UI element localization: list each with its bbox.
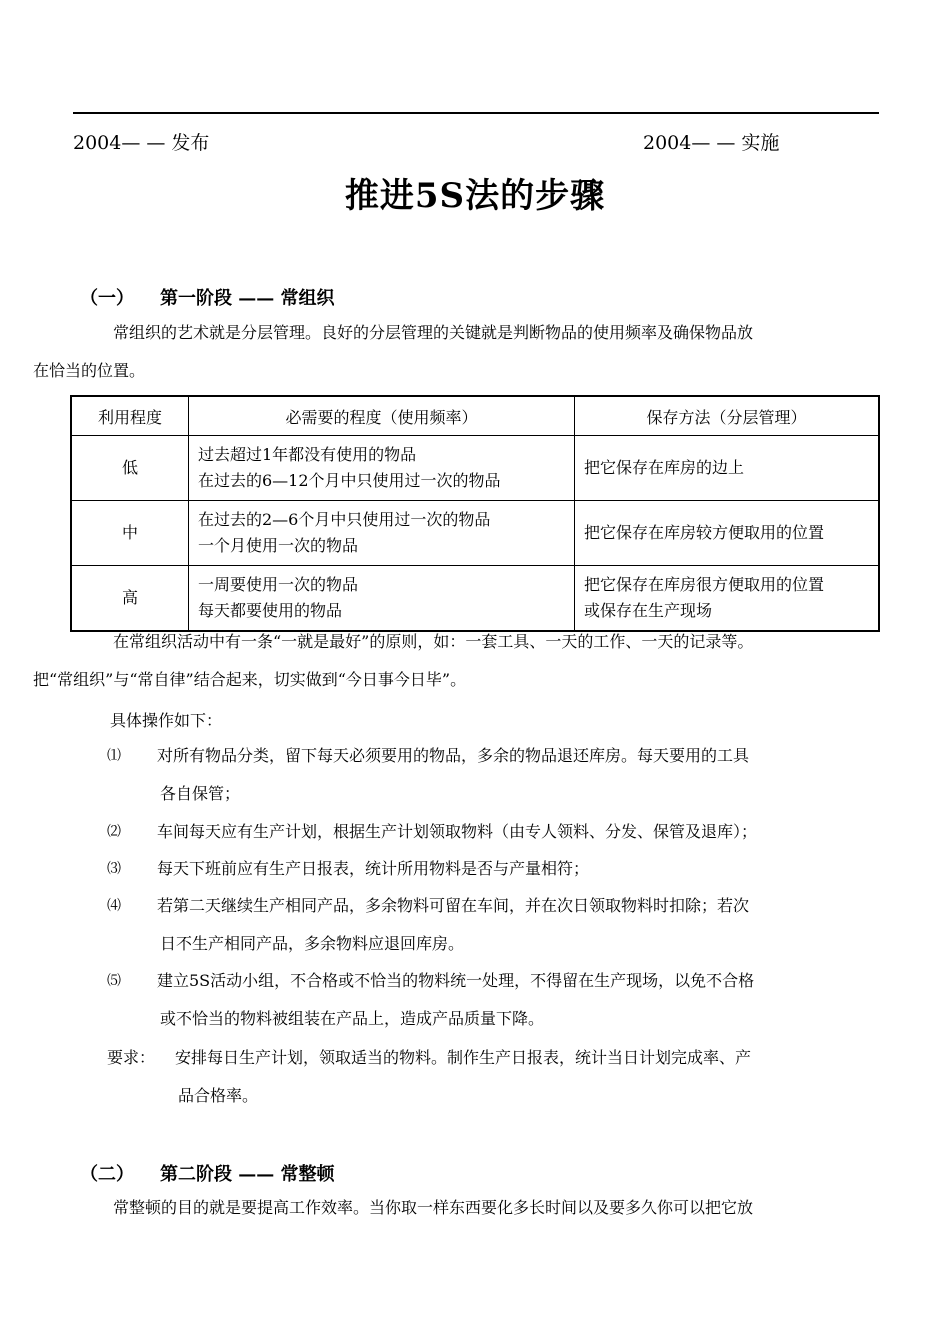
table-header-row — [71, 396, 879, 436]
requirement — [107, 1039, 879, 1115]
principle-paragraph — [33, 623, 893, 699]
store-cell — [575, 501, 880, 566]
section-1-heading — [80, 284, 335, 310]
list-text: 若第二天继续生产相同产品，多余物料可留在车间，并在次日领取物料时扣除；若次 — [157, 896, 750, 915]
section-2-title: 第二阶段 —— 常整顿 — [160, 1164, 335, 1185]
list-number: ⑸ — [107, 973, 121, 989]
section-2-number: （二） — [80, 1164, 134, 1185]
store-line: 把它保存在库房的边上 — [584, 458, 745, 477]
section-2-intro — [73, 1189, 881, 1227]
requirement-label: 要求： — [107, 1048, 156, 1067]
need-line: 一个月使用一次的物品 — [198, 536, 359, 555]
store-cell — [575, 566, 880, 632]
list-number: ⑶ — [107, 861, 121, 877]
principle-line-2: 把“常组织”与“常自律”结合起来，切实做到“今日事今日毕”。 — [33, 670, 467, 689]
section-2-intro-line: 常整顿的目的就是要提高工作效率。当你取一样东西要化多长时间以及要多久你可以把它放 — [113, 1198, 754, 1217]
section-2-heading — [80, 1160, 335, 1186]
list-text: 对所有物品分类，留下每天必须要用的物品，多余的物品退还库房。每天要用的工具 — [157, 746, 750, 765]
table-row — [71, 566, 879, 632]
page-title: 推进5S法的步骤 — [344, 176, 606, 216]
table-row — [71, 436, 879, 501]
need-cell — [189, 436, 575, 501]
list-item — [107, 850, 879, 888]
table-header: 必需要的程度（使用频率） — [189, 396, 575, 436]
list-text-cont: 或不恰当的物料被组装在产品上，造成产品质量下降。 — [160, 1009, 545, 1028]
principle-line-1: 在常组织活动中有一条“一就是最好”的原则，如：一套工具、一天的工作、一天的记录等。 — [113, 632, 754, 651]
level-cell: 低 — [71, 436, 189, 501]
level-cell: 高 — [71, 566, 189, 632]
list-number: ⑷ — [107, 898, 121, 914]
need-line: 一周要使用一次的物品 — [198, 575, 359, 594]
need-line: 过去超过1年都没有使用的物品 — [198, 445, 417, 464]
intro-line-2: 在恰当的位置。 — [33, 361, 146, 380]
table-header: 保存方法（分层管理） — [575, 396, 880, 436]
store-line: 或保存在生产现场 — [584, 601, 713, 620]
list-number: ⑵ — [107, 824, 121, 840]
list-text: 车间每天应有生产计划，根据生产计划领取物料（由专人领料、分发、保管及退库）； — [157, 822, 758, 841]
requirement-text: 安排每日生产计划，领取适当的物料。制作生产日报表，统计当日计划完成率、产 — [175, 1048, 752, 1067]
list-text-cont: 各自保管； — [160, 784, 241, 803]
need-line: 每天都要使用的物品 — [198, 601, 343, 620]
need-cell — [189, 501, 575, 566]
list-item — [107, 737, 879, 813]
table-header: 利用程度 — [71, 396, 189, 436]
list-text: 建立5S活动小组，不合格或不恰当的物料统一处理，不得留在生产现场，以免不合格 — [157, 971, 755, 990]
section-1-intro — [33, 314, 881, 390]
store-line: 把它保存在库房很方便取用的位置 — [584, 575, 825, 594]
header-rule — [73, 112, 879, 114]
list-text-cont: 日不生产相同产品，多余物料应退回库房。 — [160, 934, 465, 953]
intro-line-1: 常组织的艺术就是分层管理。良好的分层管理的关键就是判断物品的使用频率及确保物品放 — [113, 323, 754, 342]
list-item — [107, 962, 879, 1038]
table-row — [71, 501, 879, 566]
need-line: 在过去的6—12个月中只使用过一次的物品 — [198, 471, 501, 490]
requirement-text-cont: 品合格率。 — [178, 1086, 259, 1105]
store-cell — [575, 436, 880, 501]
section-1-title: 第一阶段 —— 常组织 — [160, 288, 335, 309]
publish-date: 2004— — 发布 — [73, 132, 210, 154]
need-cell — [189, 566, 575, 632]
list-text: 每天下班前应有生产日报表，统计所用物料是否与产量相符； — [157, 859, 590, 878]
list-item — [107, 887, 879, 963]
level-cell: 中 — [71, 501, 189, 566]
section-1-number: （一） — [80, 288, 134, 309]
need-line: 在过去的2—6个月中只使用过一次的物品 — [198, 510, 491, 529]
operations-label: 具体操作如下： — [110, 711, 223, 730]
frequency-table — [70, 395, 880, 632]
list-number: ⑴ — [107, 748, 121, 764]
implement-date: 2004— — 实施 — [643, 132, 780, 154]
list-item — [107, 813, 879, 851]
store-line: 把它保存在库房较方便取用的位置 — [584, 523, 825, 542]
